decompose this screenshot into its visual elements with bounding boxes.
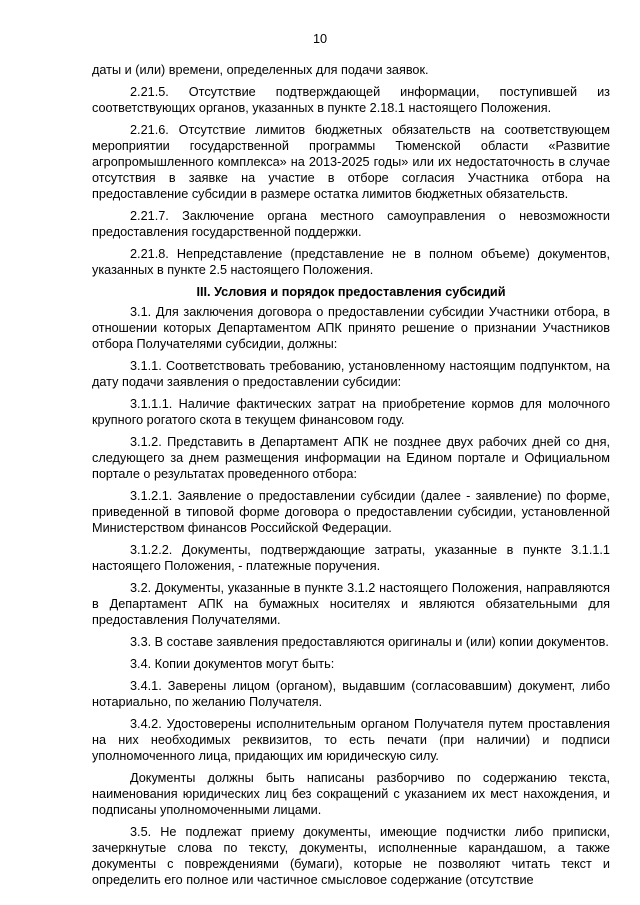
section-heading-iii: III. Условия и порядок предоставления субсидий: [196, 285, 506, 299]
paragraph-3-1-1: 3.1.1. Соответствовать требованию, установленному настоящим подпунктом, на дату подачи заявления о предоставлении субсидии:: [92, 359, 610, 389]
document-body: [92, 62, 610, 894]
paragraph-3-1-2: 3.1.2. Представить в Департамент АПК не позднее двух рабочих дней со дня, следующего за днем размещения информации на Едином портале и Официальном портале о результатах проведенного отбора:: [92, 435, 610, 481]
paragraph-3-5: 3.5. Не подлежат приему документы, имеющие подчистки либо приписки, зачеркнутые слова по тексту, документы, исполненные карандашом, а также документы с повреждениями (бумаги), которые не позволяют читать текст и определить его полное или частичное смысловое содержание (отсутствие: [92, 825, 610, 887]
paragraph-2-21-6: 2.21.6. Отсутствие лимитов бюджетных обязательств на соответствующем мероприятии государственной программы Тюменской области «Развитие агропромышленного комплекса» на 2013-2025 годы» или их недостаточность в случае отсутствия в заявке на участие в отборе согласия Участника отбора на предоставление субсидии в размере остатка лимитов бюджетных обязательств.: [92, 123, 610, 201]
paragraph-3-1-2-1: 3.1.2.1. Заявление о предоставлении субсидии (далее - заявление) по форме, приведенной в типовой форме договора о предоставлении субсидии, установленной Министерством финансов Российской Федерации.: [92, 489, 610, 535]
paragraph-2-21-8: 2.21.8. Непредставление (представление не в полном объеме) документов, указанных в пункте 2.5 настоящего Положения.: [92, 247, 610, 277]
paragraph-3-4: 3.4. Копии документов могут быть:: [130, 657, 335, 671]
paragraph-2-21-5: 2.21.5. Отсутствие подтверждающей информации, поступившей из соответствующих органов, указанных в пункте 2.18.1 настоящего Положения.: [92, 85, 610, 115]
paragraph-3-1-2-2: 3.1.2.2. Документы, подтверждающие затраты, указанные в пункте 3.1.1.1 настоящего Положения, - платежные поручения.: [92, 543, 610, 573]
page-number: 10: [312, 32, 328, 46]
paragraph-3-3: 3.3. В составе заявления предоставляются оригиналы и (или) копии документов.: [130, 635, 609, 649]
paragraph-3-1-1-1: 3.1.1.1. Наличие фактических затрат на приобретение кормов для молочного крупного рогатого скота в текущем финансовом году.: [92, 397, 610, 427]
paragraph-continuation: даты и (или) времени, определенных для подачи заявок.: [92, 63, 429, 77]
paragraph-3-2: 3.2. Документы, указанные в пункте 3.1.2 настоящего Положения, направляются в Департамент АПК на бумажных носителях и являются обязательными для предоставления Получателями.: [92, 581, 610, 627]
paragraph-3-1: 3.1. Для заключения договора о предоставлении субсидии Участники отбора, в отношении которых Департаментом АПК принято решение о признании Участников отбора Получателями субсидии, должны:: [92, 305, 610, 351]
paragraph-2-21-7: 2.21.7. Заключение органа местного самоуправления о невозможности предоставления государственной поддержки.: [92, 209, 610, 239]
paragraph-3-4-2: 3.4.2. Удостоверены исполнительным органом Получателя путем проставления на них необходимых реквизитов, то есть печати (при наличии) и подписи уполномоченного лица, придающих им юридическую силу.: [92, 717, 610, 763]
paragraph-3-4-1: 3.4.1. Заверены лицом (органом), выдавшим (согласовавшим) документ, либо нотариально, по желанию Получателя.: [92, 679, 610, 709]
paragraph-documents-requirements: Документы должны быть написаны разборчиво по содержанию текста, наименования юридических лиц без сокращений с указанием их мест нахождения, и подписаны уполномоченными лицами.: [92, 771, 610, 817]
